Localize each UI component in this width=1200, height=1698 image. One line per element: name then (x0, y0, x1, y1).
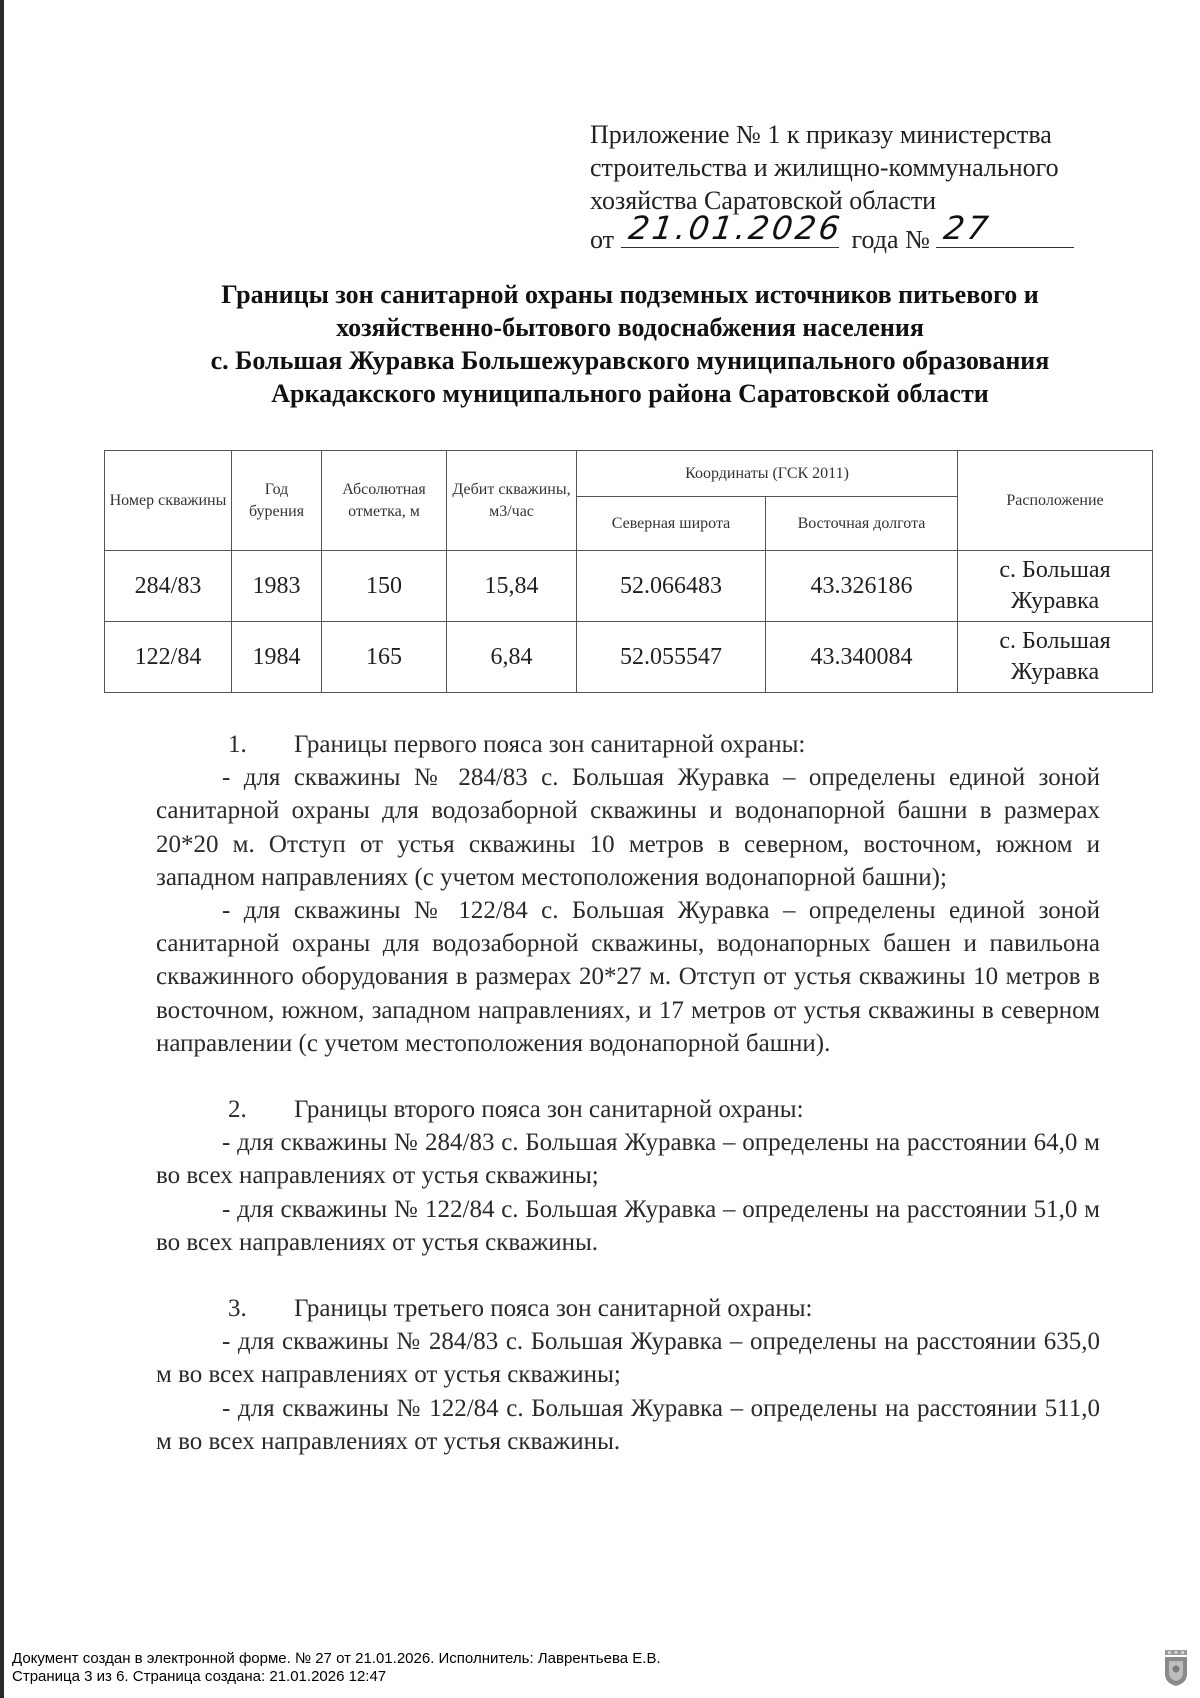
document-body (156, 728, 1100, 1458)
cell-lat: 52.055547 (577, 622, 766, 693)
title-line-2: хозяйственно-бытового водоснабжения населения (336, 313, 924, 342)
section-number: 1. (228, 731, 247, 758)
section-number: 3. (228, 1295, 247, 1323)
section-heading (156, 1093, 1100, 1126)
cell-lat: 52.066483 (577, 551, 766, 622)
section-item: - для скважины № 122/84 с. Большая Журавка – определены на расстоянии 51,0 м во всех направлениях от устья скважины. (156, 1195, 1100, 1256)
scan-left-edge (0, 0, 4, 1698)
cell-yield: 15,84 (447, 551, 577, 622)
cell-location: с. Большая Журавка (958, 622, 1153, 693)
cell-mark: 150 (322, 551, 447, 622)
section-item: - для скважины № 284/83 с. Большая Журавка – определены на расстоянии 635,0 м во всех направлениях от устья скважины; (156, 1328, 1100, 1389)
cell-yield: 6,84 (447, 622, 577, 693)
cell-lon: 43.340084 (766, 622, 958, 693)
appendix-line-3: хозяйства Саратовской области (590, 186, 937, 215)
cell-mark: 165 (322, 622, 447, 693)
handwritten-date: 21.01.2026 (625, 209, 845, 247)
appendix-line-1: Приложение № 1 к приказу министерства (590, 120, 1052, 149)
header-location: Расположение (958, 451, 1153, 551)
section-title: Границы третьего пояса зон санитарной охраны: (294, 1295, 813, 1323)
header-drill-year: Год бурения (232, 451, 322, 551)
appendix-header (590, 118, 1110, 256)
from-label: от (590, 225, 615, 254)
section-item: - для скважины № 122/84 с. Большая Журавка – определены единой зоной санитарной охраны для водозаборной скважины, водонапорных башен и павильона скважинного оборудования в размерах 20*27 м. Отступ от устья скважины 10 метров в восточном, южном, западном направлениях, и 17 метров от устья скважины в северном направлении (с учетом местоположения водонапорной башни). (156, 897, 1100, 1057)
header-coordinates: Координаты (ГСК 2011) (577, 451, 958, 497)
cell-year: 1984 (232, 622, 322, 693)
section-item: - для скважины № 122/84 с. Большая Журавка – определены на расстоянии 511,0 м во всех направлениях от устья скважины. (156, 1394, 1100, 1455)
title-line-1: Границы зон санитарной охраны подземных источников питьевого и (221, 280, 1039, 309)
wells-table (104, 450, 1153, 693)
section-heading (156, 1292, 1100, 1325)
cell-well: 284/83 (105, 551, 232, 622)
appendix-line-2: строительства и жилищно-коммунального (590, 153, 1059, 182)
footer-line-2: Страница 3 из 6. Страница создана: 21.01.2026 12:47 (12, 1668, 387, 1685)
section-heading (156, 728, 1100, 761)
table-row (105, 622, 1153, 693)
title-line-3: с. Большая Журавка Большежуравского муниципального образования (210, 346, 1050, 375)
section-number: 2. (228, 1096, 247, 1124)
header-yield: Дебит скважины, м3/час (447, 451, 577, 551)
table-header-row (105, 451, 1153, 497)
document-title (120, 278, 1140, 410)
header-north-lat: Северная широта (577, 497, 766, 551)
order-number-field (936, 209, 1074, 248)
handwritten-number: 27 (941, 209, 994, 247)
cell-well: 122/84 (105, 622, 232, 693)
date-field (621, 209, 845, 248)
header-east-lon: Восточная долгота (766, 497, 958, 551)
section-title: Границы второго пояса зон санитарной охраны: (294, 1096, 804, 1124)
cell-lon: 43.326186 (766, 551, 958, 622)
year-label: года № (851, 225, 930, 254)
title-line-4: Аркадакского муниципального района Саратовской области (271, 379, 989, 408)
section-item: - для скважины № 284/83 с. Большая Журавка – определены единой зоной санитарной охраны для водозаборной скважины и водонапорной башни в размерах 20*20 м. Отступ от устья скважины 10 метров в северном, восточном, южном и западном направлениях (с учетом местоположения водонапорной башни); (156, 764, 1100, 891)
section-zone-1 (156, 728, 1100, 1060)
cell-location: с. Большая Журавка (958, 551, 1153, 622)
section-zone-3 (156, 1292, 1100, 1458)
section-item: - для скважины № 284/83 с. Большая Журавка – определены на расстоянии 64,0 м во всех направлениях от устья скважины; (156, 1129, 1100, 1190)
electronic-doc-footer (12, 1650, 661, 1686)
footer-line-1: Документ создан в электронной форме. № 27 от 21.01.2026. Исполнитель: Лаврентьева Е.В. (12, 1650, 661, 1667)
appendix-date-line (590, 209, 1110, 256)
header-abs-mark: Абсолютная отметка, м (322, 451, 447, 551)
table-row (105, 551, 1153, 622)
section-title: Границы первого пояса зон санитарной охраны: (294, 731, 806, 758)
cell-year: 1983 (232, 551, 322, 622)
header-well-number: Номер скважины (105, 451, 232, 551)
coat-of-arms-icon (1163, 1650, 1189, 1686)
section-zone-2 (156, 1093, 1100, 1259)
